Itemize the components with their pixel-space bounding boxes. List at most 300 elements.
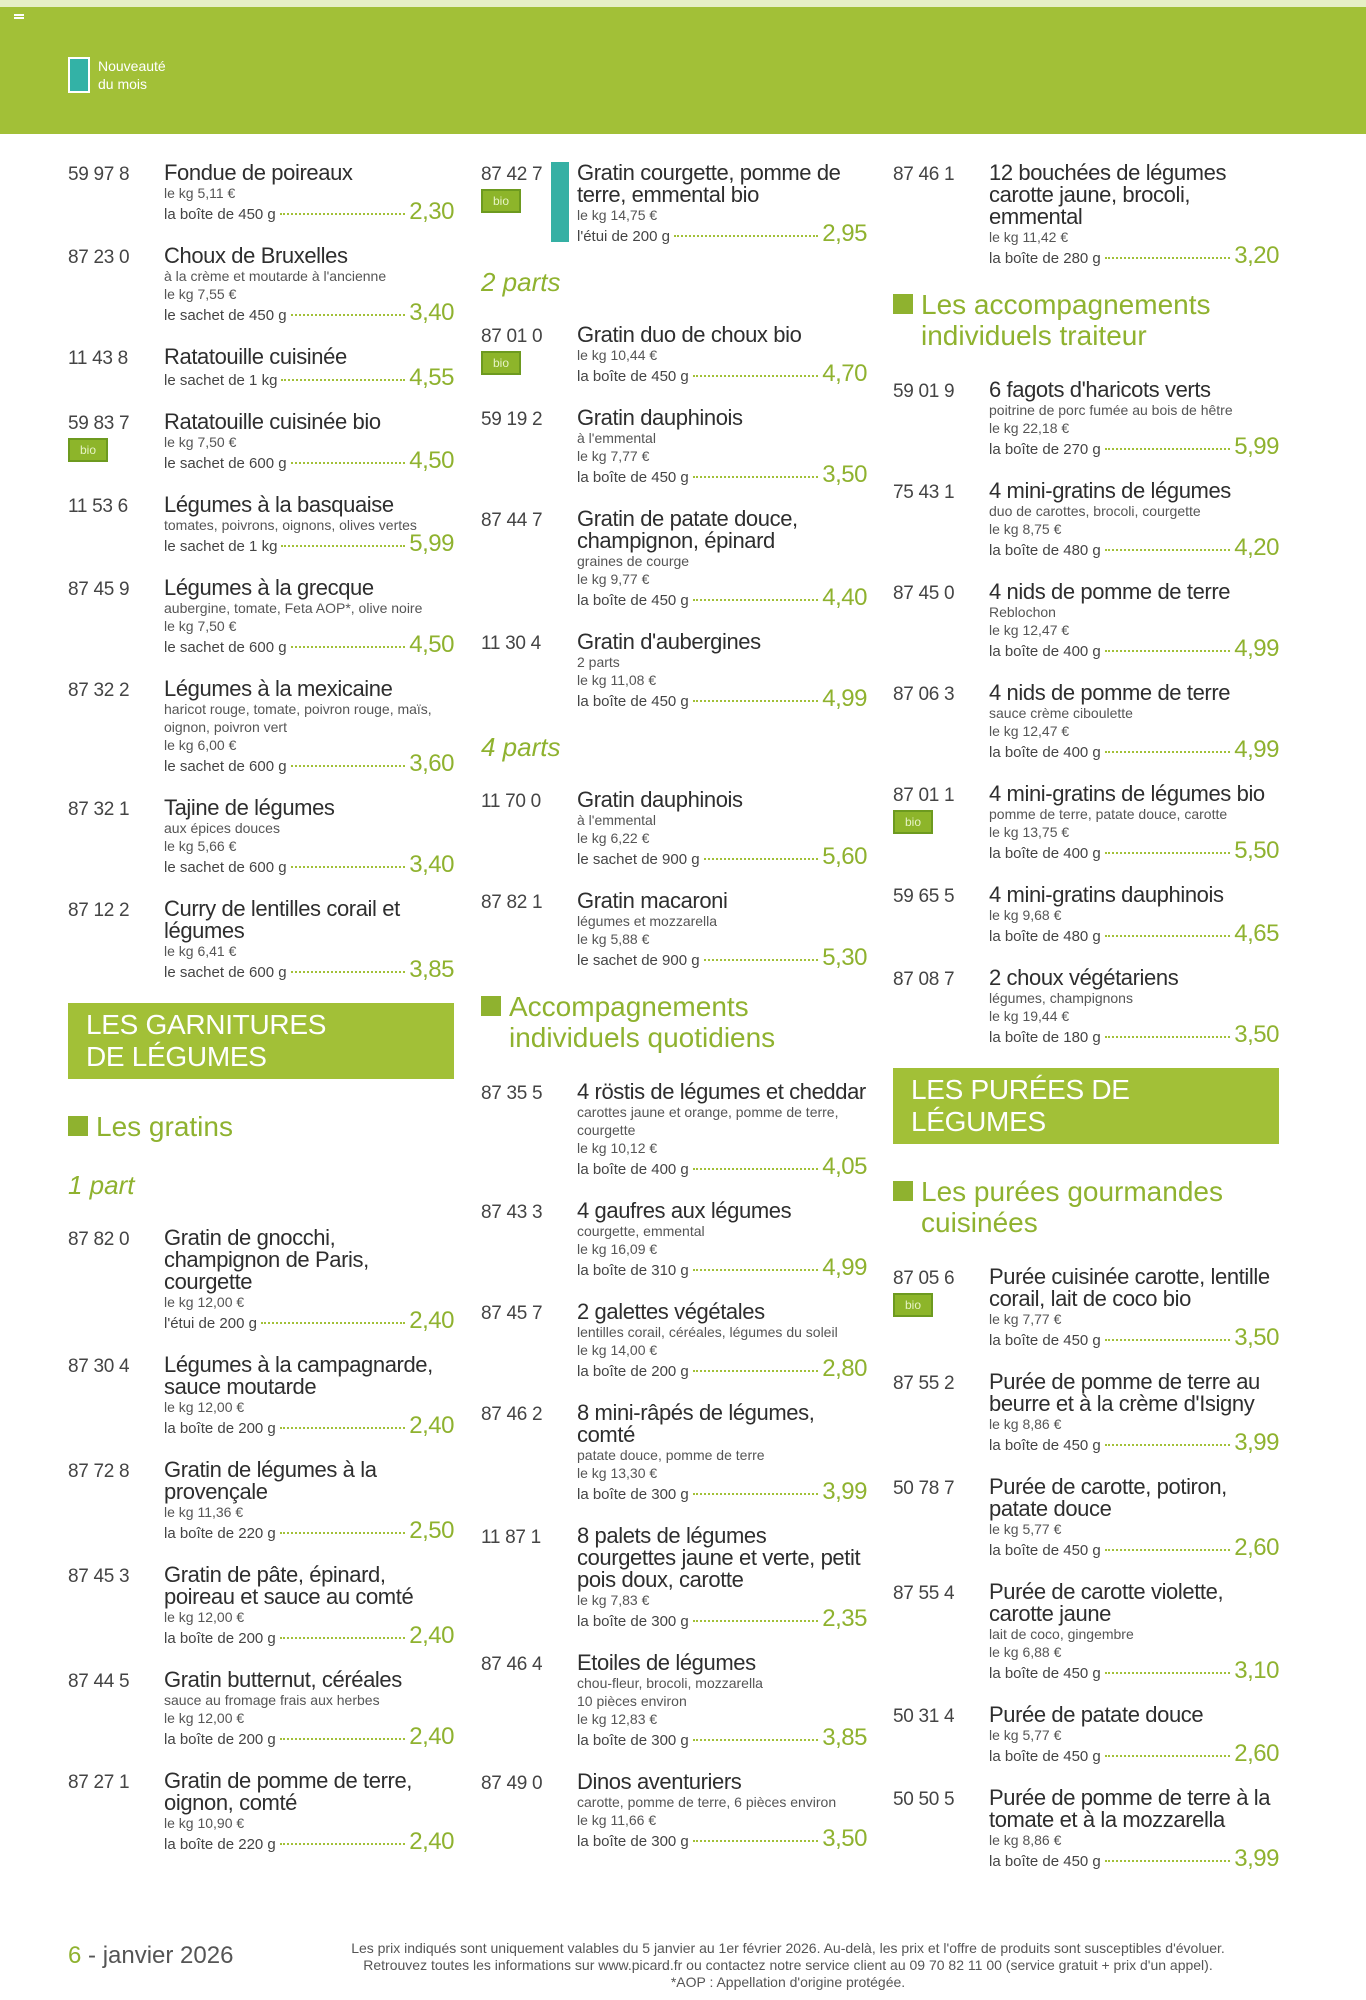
bio-icon-text: bio	[79, 443, 96, 457]
product-code: 87 82 0	[68, 1229, 130, 1250]
product-price: 4,05	[822, 1153, 867, 1180]
price-per-kg: le kg 6,88 €	[989, 1644, 1062, 1660]
price-per-kg: le kg 6,41 €	[164, 943, 237, 959]
product-item[interactable]	[893, 581, 1279, 662]
product-item[interactable]	[893, 1476, 1279, 1561]
price-line	[577, 584, 867, 611]
product-code: 87 49 0	[481, 1773, 543, 1794]
price-line	[989, 1740, 1279, 1767]
product-name: Gratin duo de choux bio	[577, 322, 802, 347]
product-item[interactable]	[893, 682, 1279, 763]
package-size: la boîte de 450 g	[989, 1748, 1101, 1765]
page-number	[68, 1942, 233, 1970]
product-item[interactable]	[68, 898, 454, 983]
price-line	[164, 299, 454, 326]
price-line	[989, 1324, 1279, 1351]
product-code: 87 45 3	[68, 1566, 130, 1587]
package-size: la boîte de 480 g	[989, 542, 1101, 559]
price-line	[989, 837, 1279, 864]
product-item[interactable]	[68, 411, 454, 474]
price-line	[577, 1724, 867, 1751]
gratins-heading	[68, 1111, 454, 1142]
price-per-kg: le kg 5,88 €	[577, 931, 650, 947]
product-item[interactable]	[68, 494, 454, 557]
product-code: 50 78 7	[893, 1478, 955, 1499]
product-name: Gratin de pomme de terre, oignon, comté	[164, 1768, 413, 1815]
dotted-leader	[1105, 1755, 1231, 1757]
price-line	[577, 843, 867, 870]
gratins-title: Les gratins	[96, 1111, 233, 1142]
price-line	[164, 750, 454, 777]
product-code: 59 19 2	[481, 409, 543, 430]
product-item[interactable]	[68, 162, 454, 225]
dotted-leader	[291, 646, 406, 648]
price-line	[164, 631, 454, 658]
price-line	[989, 433, 1279, 460]
dotted-leader	[693, 599, 819, 601]
product-code: 50 50 5	[893, 1789, 955, 1810]
dotted-leader	[693, 1370, 819, 1372]
new-badge-legend	[68, 57, 166, 93]
product-name: Purée de patate douce	[989, 1702, 1204, 1727]
product-name: Tajine de légumes	[164, 795, 335, 820]
price-per-kg: le kg 13,75 €	[989, 824, 1070, 840]
package-size: la boîte de 200 g	[164, 1420, 276, 1437]
dotted-leader	[693, 1840, 819, 1842]
bio-leaf-icon	[893, 810, 933, 834]
product-item[interactable]	[481, 1652, 867, 1751]
price-line	[164, 447, 454, 474]
package-size: le sachet de 450 g	[164, 307, 287, 324]
price-line	[164, 1828, 454, 1855]
dotted-leader	[693, 1493, 819, 1495]
product-item[interactable]	[481, 162, 867, 247]
price-line	[989, 736, 1279, 763]
product-price: 4,99	[822, 685, 867, 712]
product-list	[893, 162, 1279, 269]
package-size: la boîte de 400 g	[989, 643, 1101, 660]
product-price: 3,99	[1234, 1429, 1279, 1456]
product-price: 3,60	[409, 750, 454, 777]
part-label-2: 2 parts	[481, 267, 561, 297]
price-line	[164, 1412, 454, 1439]
product-code: 87 32 1	[68, 799, 130, 820]
dotted-leader	[280, 1843, 406, 1845]
product-description: Reblochon	[989, 604, 1056, 620]
product-description: courgette, emmental	[577, 1223, 705, 1239]
product-price: 5,99	[409, 530, 454, 557]
price-line	[989, 1534, 1279, 1561]
dotted-leader	[1105, 935, 1231, 937]
product-item[interactable]	[68, 1459, 454, 1544]
product-code: 59 97 8	[68, 164, 130, 185]
dotted-leader	[280, 1427, 406, 1429]
product-description: duo de carottes, brocoli, courgette	[989, 503, 1201, 519]
product-item[interactable]	[481, 1081, 867, 1180]
price-per-kg: le kg 6,22 €	[577, 830, 650, 846]
price-per-kg: le kg 7,55 €	[164, 286, 237, 302]
product-code: 11 53 6	[68, 496, 128, 517]
product-name: 4 nids de pomme de terre	[989, 680, 1231, 705]
dotted-leader	[1105, 549, 1231, 551]
package-size: l'étui de 200 g	[164, 1315, 257, 1332]
price-line	[989, 1845, 1279, 1872]
product-price: 4,20	[1234, 534, 1279, 561]
price-line	[577, 1605, 867, 1632]
product-price: 3,85	[409, 956, 454, 983]
product-item[interactable]	[68, 678, 454, 777]
product-name: Gratin macaroni	[577, 888, 728, 913]
square-bullet-icon	[893, 1181, 913, 1201]
price-per-kg: le kg 11,66 €	[577, 1812, 657, 1828]
header-banner	[0, 0, 1366, 134]
product-item[interactable]	[68, 1770, 454, 1855]
product-price: 4,99	[1234, 635, 1279, 662]
package-size: la boîte de 220 g	[164, 1525, 276, 1542]
price-line	[989, 534, 1279, 561]
price-per-kg: le kg 5,77 €	[989, 1727, 1062, 1743]
price-per-kg: le kg 12,83 €	[577, 1711, 658, 1727]
price-per-kg: le kg 11,42 €	[989, 229, 1069, 245]
price-per-kg: le kg 7,83 €	[577, 1592, 650, 1608]
price-per-kg: le kg 14,00 €	[577, 1342, 658, 1358]
product-item[interactable]	[893, 379, 1279, 460]
dotted-leader	[280, 213, 406, 215]
product-list	[481, 162, 867, 247]
product-price: 2,80	[822, 1355, 867, 1382]
price-per-kg: le kg 8,75 €	[989, 521, 1062, 537]
product-code: 87 44 5	[68, 1671, 130, 1692]
product-item[interactable]	[68, 1354, 454, 1439]
product-name: Purée de pomme de terre à la tomate et à la mozzarella	[989, 1785, 1271, 1832]
product-name: 8 palets de légumes courgettes jaune et verte, petit pois doux, carotte	[577, 1523, 861, 1592]
product-item[interactable]	[893, 1371, 1279, 1456]
package-size: le sachet de 600 g	[164, 964, 287, 981]
package-size: la boîte de 400 g	[989, 845, 1101, 862]
price-line	[989, 920, 1279, 947]
product-name: 8 mini-râpés de légumes, comté	[577, 1400, 815, 1447]
dotted-leader	[693, 476, 819, 478]
package-size: le sachet de 600 g	[164, 859, 287, 876]
product-name: Légumes à la mexicaine	[164, 676, 393, 701]
product-list	[68, 1227, 454, 1855]
price-per-kg: le kg 19,44 €	[989, 1008, 1070, 1024]
column-1	[68, 162, 454, 1875]
price-per-kg: le kg 13,30 €	[577, 1465, 658, 1481]
product-list	[481, 324, 867, 712]
product-item[interactable]	[893, 967, 1279, 1048]
product-description: aubergine, tomate, Feta AOP*, olive noire	[164, 600, 423, 616]
product-name: Ratatouille cuisinée bio	[164, 409, 381, 434]
price-line	[164, 1723, 454, 1750]
menu-icon[interactable]	[14, 14, 24, 22]
price-per-kg: le kg 8,86 €	[989, 1416, 1062, 1432]
dotted-leader	[1105, 257, 1231, 259]
price-line	[989, 635, 1279, 662]
legal-note-line2: Retrouvez toutes les informations sur www.picard.fr ou contactez notre service client au 09 70 82 11 00 (service gratuit + prix d'un appel).	[363, 1957, 1213, 1973]
product-item[interactable]	[68, 346, 454, 391]
price-per-kg: le kg 8,86 €	[989, 1832, 1062, 1848]
package-size: la boîte de 450 g	[989, 1665, 1101, 1682]
product-item[interactable]	[481, 890, 867, 971]
price-line	[577, 360, 867, 387]
product-price: 4,50	[409, 447, 454, 474]
package-size: la boîte de 300 g	[577, 1833, 689, 1850]
product-description: tomates, poivrons, oignons, olives vertes	[164, 517, 417, 533]
dotted-leader	[1105, 1036, 1231, 1038]
package-size: la boîte de 450 g	[577, 368, 689, 385]
product-code: 50 31 4	[893, 1706, 955, 1727]
bio-icon-text: bio	[492, 194, 509, 208]
product-price: 3,20	[1234, 242, 1279, 269]
product-item[interactable]	[481, 1301, 867, 1382]
price-line	[164, 198, 454, 225]
package-size: la boîte de 300 g	[577, 1732, 689, 1749]
bio-icon-text: bio	[904, 815, 921, 829]
product-description: 2 parts	[577, 654, 620, 670]
product-name: 4 röstis de légumes et cheddar	[577, 1079, 866, 1104]
product-code: 87 01 1	[893, 785, 955, 806]
product-list	[893, 379, 1279, 1048]
price-per-kg: le kg 12,00 €	[164, 1399, 245, 1415]
column-3	[893, 162, 1279, 1892]
square-bullet-icon	[481, 996, 501, 1016]
price-line	[577, 1825, 867, 1852]
product-name: Gratin butternut, céréales	[164, 1667, 402, 1692]
price-line	[989, 242, 1279, 269]
product-name: Gratin dauphinois	[577, 787, 743, 812]
product-name: 4 mini-gratins dauphinois	[989, 882, 1224, 907]
product-description: oignon, poivron vert	[164, 719, 287, 735]
price-line	[989, 1021, 1279, 1048]
product-code: 59 83 7	[68, 413, 130, 434]
product-name: Légumes à la campagnarde, sauce moutarde	[164, 1352, 433, 1399]
price-per-kg: le kg 7,77 €	[989, 1311, 1062, 1327]
product-description: chou-fleur, brocoli, mozzarella	[577, 1675, 763, 1691]
product-description: poitrine de porc fumée au bois de hêtre	[989, 402, 1233, 418]
dotted-leader	[1105, 1860, 1231, 1862]
package-size: la boîte de 400 g	[989, 744, 1101, 761]
product-item[interactable]	[68, 797, 454, 878]
product-description: sauce au fromage frais aux herbes	[164, 1692, 380, 1708]
product-item[interactable]	[481, 1402, 867, 1505]
new-badge-line2: du mois	[98, 76, 148, 92]
package-size: la boîte de 220 g	[164, 1836, 276, 1853]
product-item[interactable]	[481, 324, 867, 387]
traiteur-title: Les accompagnements individuels traiteur	[921, 289, 1211, 351]
package-size: la boîte de 450 g	[577, 693, 689, 710]
product-code: 59 01 9	[893, 381, 955, 402]
product-price: 3,40	[409, 851, 454, 878]
product-name: Choux de Bruxelles	[164, 243, 348, 268]
product-item[interactable]	[893, 884, 1279, 947]
purees-heading	[893, 1176, 1279, 1238]
price-line	[577, 685, 867, 712]
price-per-kg: le kg 7,77 €	[577, 448, 650, 464]
price-line	[164, 530, 454, 557]
product-item[interactable]	[481, 508, 867, 611]
dotted-leader	[704, 959, 819, 961]
dotted-leader	[1105, 1444, 1231, 1446]
new-badge-line1: Nouveauté	[98, 58, 166, 74]
package-size: la boîte de 450 g	[577, 469, 689, 486]
product-item[interactable]	[481, 1525, 867, 1632]
product-name: Gratin dauphinois	[577, 405, 743, 430]
product-item[interactable]	[893, 1704, 1279, 1767]
garnitures-title-line1: LES GARNITURES	[86, 1009, 327, 1040]
product-code: 11 30 4	[481, 633, 541, 654]
dotted-leader	[281, 379, 405, 381]
product-item[interactable]	[893, 480, 1279, 561]
product-price: 5,30	[822, 944, 867, 971]
product-code: 87 05 6	[893, 1268, 955, 1289]
dotted-leader	[1105, 1672, 1231, 1674]
product-item[interactable]	[68, 245, 454, 326]
package-size: la boîte de 450 g	[989, 1437, 1101, 1454]
quotidiens-title: Accompagnements individuels quotidiens	[509, 991, 776, 1053]
product-item[interactable]	[893, 783, 1279, 864]
product-price: 4,70	[822, 360, 867, 387]
product-description: courgette	[577, 1122, 636, 1138]
product-description: 10 pièces environ	[577, 1693, 687, 1709]
product-item[interactable]	[68, 1564, 454, 1649]
product-code: 87 12 2	[68, 900, 130, 921]
purees-banner-title: LES PURÉES DE LÉGUMES	[911, 1074, 1130, 1137]
product-name: Purée de pomme de terre au beurre et à la crème d'Isigny	[989, 1369, 1260, 1416]
product-price: 4,65	[1234, 920, 1279, 947]
product-code: 87 06 3	[893, 684, 955, 705]
product-code: 87 35 5	[481, 1083, 543, 1104]
price-per-kg: le kg 5,77 €	[989, 1521, 1062, 1537]
new-swatch-icon	[68, 57, 90, 93]
dotted-leader	[1105, 852, 1231, 854]
dotted-leader	[693, 1269, 819, 1271]
page-footer	[68, 1940, 1318, 1996]
package-size: la boîte de 450 g	[989, 1542, 1101, 1559]
price-per-kg: le kg 9,68 €	[989, 907, 1062, 923]
bio-leaf-icon	[68, 438, 108, 462]
header-top-strip	[0, 0, 1366, 7]
price-line	[577, 1478, 867, 1505]
dotted-leader	[280, 1637, 406, 1639]
package-size: le sachet de 1 kg	[164, 372, 278, 389]
product-code: 11 43 8	[68, 348, 128, 369]
price-per-kg: le kg 12,00 €	[164, 1609, 245, 1625]
new-product-marker	[551, 162, 569, 242]
price-per-kg: le kg 7,50 €	[164, 434, 237, 450]
product-item[interactable]	[893, 1581, 1279, 1684]
product-name: Fondue de poireaux	[164, 160, 353, 185]
dotted-leader	[693, 1620, 819, 1622]
product-item[interactable]	[893, 162, 1279, 269]
product-price: 5,99	[1234, 433, 1279, 460]
package-size: le sachet de 600 g	[164, 455, 287, 472]
product-code: 11 70 0	[481, 791, 541, 812]
product-price: 4,99	[1234, 736, 1279, 763]
product-item[interactable]	[68, 1669, 454, 1750]
bio-leaf-icon	[481, 351, 521, 375]
product-item[interactable]	[893, 1787, 1279, 1872]
package-size: la boîte de 450 g	[989, 1853, 1101, 1870]
product-name: Dinos aventuriers	[577, 1769, 742, 1794]
product-name: Purée de carotte, potiron, patate douce	[989, 1474, 1227, 1521]
product-name: Gratin d'aubergines	[577, 629, 761, 654]
garnitures-title-line2: DE LÉGUMES	[86, 1041, 267, 1072]
product-code: 87 30 4	[68, 1356, 130, 1377]
package-size: le sachet de 900 g	[577, 851, 700, 868]
dotted-leader	[291, 462, 406, 464]
product-list	[481, 789, 867, 971]
product-item[interactable]	[481, 789, 867, 870]
product-code: 11 87 1	[481, 1527, 541, 1548]
dotted-leader	[280, 1738, 406, 1740]
product-price: 3,10	[1234, 1657, 1279, 1684]
product-item[interactable]	[481, 407, 867, 488]
product-price: 2,40	[409, 1828, 454, 1855]
price-per-kg: le kg 10,44 €	[577, 347, 658, 363]
product-item[interactable]	[481, 1200, 867, 1281]
product-price: 2,40	[409, 1307, 454, 1334]
product-price: 4,99	[822, 1254, 867, 1281]
product-description: carottes jaune et orange, pomme de terre,	[577, 1104, 839, 1120]
column-2	[481, 162, 867, 1872]
price-per-kg: le kg 10,12 €	[577, 1140, 658, 1156]
product-list	[481, 1081, 867, 1852]
product-description: légumes, champignons	[989, 990, 1133, 1006]
product-item[interactable]	[481, 631, 867, 712]
price-per-kg: le kg 5,66 €	[164, 838, 237, 854]
product-description: à l'emmental	[577, 812, 656, 828]
package-size: la boîte de 280 g	[989, 250, 1101, 267]
product-item[interactable]	[481, 1771, 867, 1852]
product-item[interactable]	[68, 1227, 454, 1334]
package-size: la boîte de 310 g	[577, 1262, 689, 1279]
product-name: Etoiles de légumes	[577, 1650, 756, 1675]
price-line	[577, 1254, 867, 1281]
product-description: haricot rouge, tomate, poivron rouge, maïs,	[164, 701, 432, 717]
package-size: le sachet de 600 g	[164, 758, 287, 775]
package-size: la boîte de 200 g	[164, 1731, 276, 1748]
product-item[interactable]	[893, 1266, 1279, 1351]
product-price: 5,60	[822, 843, 867, 870]
product-name: 4 gaufres aux légumes	[577, 1198, 792, 1223]
product-name: 4 mini-gratins de légumes bio	[989, 781, 1265, 806]
package-size: l'étui de 200 g	[577, 228, 670, 245]
price-line	[164, 1622, 454, 1649]
bio-icon-text: bio	[904, 1298, 921, 1312]
product-item[interactable]	[68, 577, 454, 658]
purees-title: Les purées gourmandes cuisinées	[921, 1176, 1223, 1238]
price-per-kg: le kg 11,08 €	[577, 672, 657, 688]
purees-banner	[893, 1068, 1279, 1144]
price-per-kg: le kg 14,75 €	[577, 207, 658, 223]
product-name: Ratatouille cuisinée	[164, 344, 347, 369]
package-size: la boîte de 200 g	[577, 1363, 689, 1380]
package-size: la boîte de 450 g	[577, 592, 689, 609]
product-code: 87 45 7	[481, 1303, 543, 1324]
price-per-kg: le kg 22,18 €	[989, 420, 1070, 436]
dotted-leader	[1105, 448, 1231, 450]
product-description: patate douce, pomme de terre	[577, 1447, 765, 1463]
product-name: 2 choux végétariens	[989, 965, 1179, 990]
product-price: 4,50	[409, 631, 454, 658]
part-label-1: 1 part	[68, 1170, 135, 1200]
product-code: 87 23 0	[68, 247, 130, 268]
package-size: la boîte de 300 g	[577, 1486, 689, 1503]
product-price: 4,55	[409, 364, 454, 391]
quotidiens-heading	[481, 991, 867, 1053]
product-code: 87 08 7	[893, 969, 955, 990]
